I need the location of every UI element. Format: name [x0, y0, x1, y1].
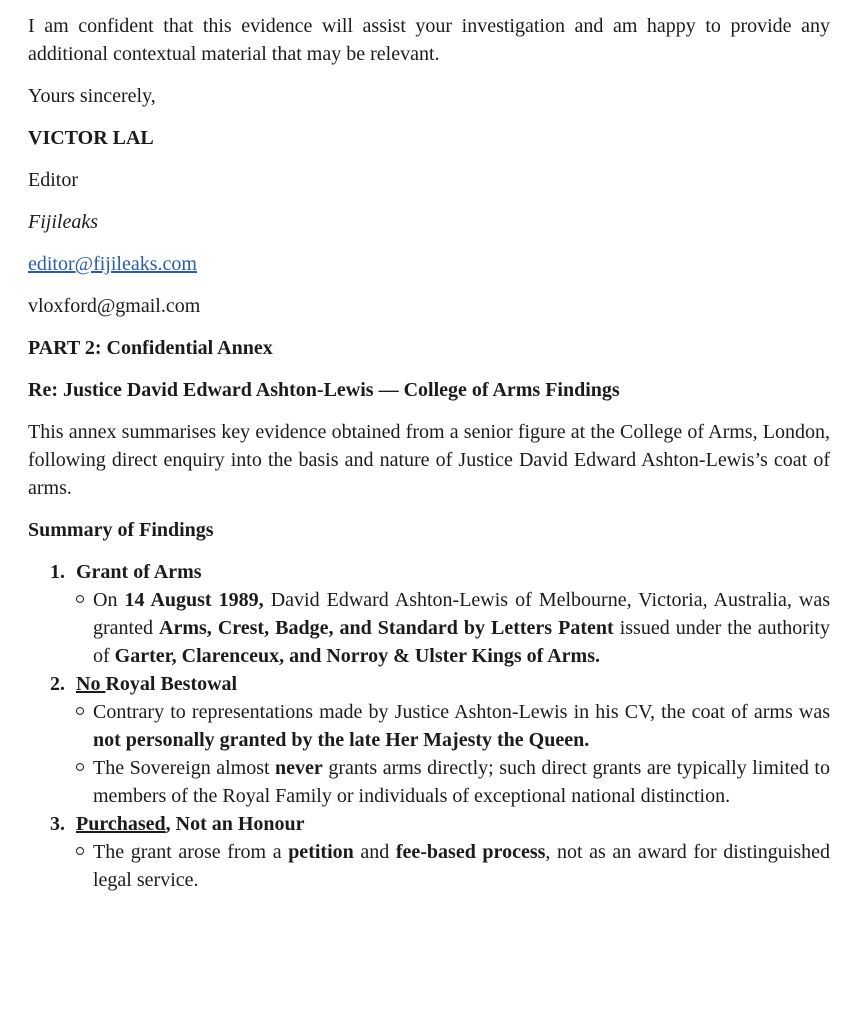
text-run: , not as an award for distinguished legal service.	[93, 841, 830, 891]
signature-role: Editor	[28, 169, 78, 191]
part-heading: PART 2: Confidential Annex	[28, 337, 273, 359]
text-run: issued under the authority of	[93, 617, 830, 667]
finding-number: 3.	[50, 813, 65, 835]
text-run: David Edward Ashton-Lewis of Melbourne, Victoria, Australia, was granted	[93, 589, 831, 639]
bullet-item	[76, 586, 830, 670]
finding-item-grant-of-arms	[50, 558, 830, 670]
text-run: Contrary to representations made by Justice Ashton-Lewis in his CV, the coat of arms was	[93, 701, 830, 723]
finding-title-underlined: No	[76, 673, 106, 695]
bullet-text	[93, 586, 830, 670]
finding-title-row	[50, 558, 830, 586]
text-run: and	[353, 841, 396, 863]
bullet-circle-icon	[76, 707, 84, 715]
text-run: The grant arose from a	[93, 841, 289, 863]
publication-name: Fijileaks	[28, 211, 98, 233]
finding-title	[76, 670, 237, 698]
text-run: grants arms directly; such direct grants are typically limited to members of the Royal Family or individuals of exceptional national distinction.	[93, 757, 830, 807]
bullet-item	[76, 838, 830, 894]
finding-item-no-royal-bestowal	[50, 670, 830, 810]
text-run: On	[93, 589, 125, 611]
finding-title-rest: Grant of Arms	[76, 561, 202, 583]
email-line	[28, 250, 830, 278]
bold-run: fee-based process	[395, 841, 546, 863]
finding-title	[76, 810, 305, 838]
finding-item-purchased-not-honour	[50, 810, 830, 894]
email-alt: vloxford@gmail.com	[28, 295, 201, 317]
subject-heading: Re: Justice David Edward Ashton-Lewis — College of Arms Findings	[28, 379, 620, 401]
summary-heading: Summary of Findings	[28, 519, 214, 541]
signoff: Yours sincerely,	[28, 85, 156, 107]
bullet-item	[76, 754, 830, 810]
bold-run: petition	[288, 841, 354, 863]
bullet-item	[76, 698, 830, 754]
finding-title-row	[50, 810, 830, 838]
finding-title-rest: , Not an Honour	[165, 813, 305, 835]
email-link[interactable]: editor@fijileaks.com	[28, 253, 197, 275]
finding-number: 1.	[50, 561, 65, 583]
signature-name: VICTOR LAL	[28, 127, 154, 149]
finding-number: 2.	[50, 673, 65, 695]
annex-intro: This annex summarises key evidence obtained from a senior figure at the College of Arms, London, following direct enquiry into the basis and nature of Justice David Edward Ashton-Lewis’s coat of arms.	[28, 421, 830, 499]
finding-title-row	[50, 670, 830, 698]
bold-run: 14 August 1989,	[124, 589, 264, 611]
bullet-circle-icon	[76, 763, 84, 771]
bold-run: never	[275, 757, 323, 779]
finding-title	[76, 558, 202, 586]
bold-run: Garter, Clarenceux, and Norroy & Ulster Kings of Arms.	[114, 645, 600, 667]
text-run: The Sovereign almost	[93, 757, 276, 779]
bold-run: not personally granted by the late Her Majesty the Queen.	[93, 729, 590, 751]
bullet-circle-icon	[76, 847, 84, 855]
bullet-circle-icon	[76, 595, 84, 603]
finding-title-underlined: Purchased	[76, 813, 166, 835]
bullet-text	[93, 838, 830, 894]
bullet-text	[93, 698, 830, 754]
bullet-text	[93, 754, 830, 810]
findings-list	[50, 558, 830, 894]
closing-paragraph: I am confident that this evidence will assist your investigation and am happy to provide any additional contextual material that may be relevant.	[28, 15, 830, 65]
bold-run: Arms, Crest, Badge, and Standard by Letters Patent	[159, 617, 614, 639]
finding-title-rest: Royal Bestowal	[105, 673, 238, 695]
